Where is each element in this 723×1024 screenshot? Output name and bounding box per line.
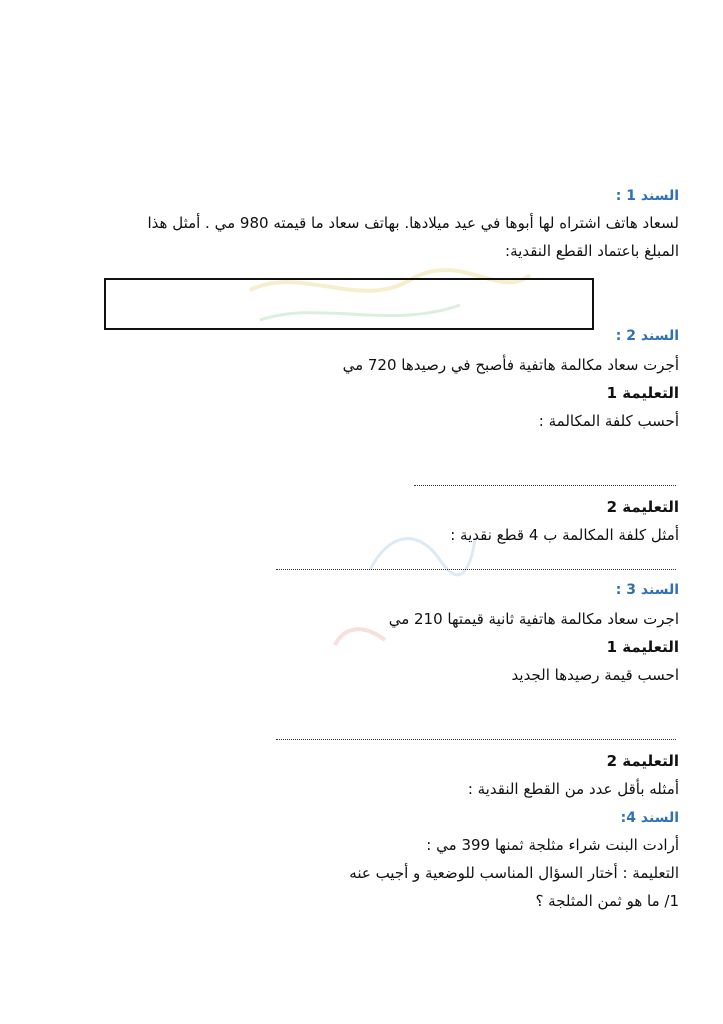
section3-instruction2-label: التعليمة 2: [606, 752, 679, 770]
section2-line1: أجرت سعاد مكالمة هاتفية فأصبح في رصيدها 720 مي: [342, 356, 679, 374]
answer-line[interactable]: [276, 569, 676, 570]
section4-heading: السند 4:: [620, 810, 679, 826]
section4-line2: التعليمة : أختار السؤال المناسب للوضعية و أجيب عنه: [349, 864, 679, 882]
section1-line2: المبلغ باعتماد القطع النقدية:: [505, 242, 679, 260]
section2-instruction1-text: أحسب كلفة المكالمة :: [538, 412, 679, 430]
section4-line1: أرادت البنت شراء مثلجة ثمنها 399 مي :: [426, 836, 679, 854]
section3-instruction2-text: أمثله بأقل عدد من القطع النقدية :: [467, 780, 679, 798]
section2-instruction2-text: أمثل كلفة المكالمة ب 4 قطع نقدية :: [450, 526, 679, 544]
section4-line3: 1/ ما هو ثمن المثلجة ؟: [535, 892, 679, 910]
section3-heading: السند 3 :: [615, 582, 679, 598]
answer-line[interactable]: [414, 485, 676, 486]
section2-instruction1-label: التعليمة 1: [606, 384, 679, 402]
section2-instruction2-label: التعليمة 2: [606, 498, 679, 516]
section1-line1: لسعاد هاتف اشتراه لها أبوها في عيد ميلادها. بهاتف سعاد ما قيمته 980 مي . أمثل هذا: [147, 214, 679, 232]
answer-box[interactable]: [104, 278, 594, 330]
section3-instruction1-text: احسب قيمة رصيدها الجديد: [511, 666, 679, 684]
watermark-mark: [330, 620, 390, 650]
answer-line[interactable]: [276, 739, 676, 740]
section3-instruction1-label: التعليمة 1: [606, 638, 679, 656]
section3-line1: اجرت سعاد مكالمة هاتفية ثانية قيمتها 210 مي: [388, 610, 679, 628]
section1-heading: السند 1 :: [615, 188, 679, 204]
section2-heading: السند 2 :: [615, 328, 679, 344]
